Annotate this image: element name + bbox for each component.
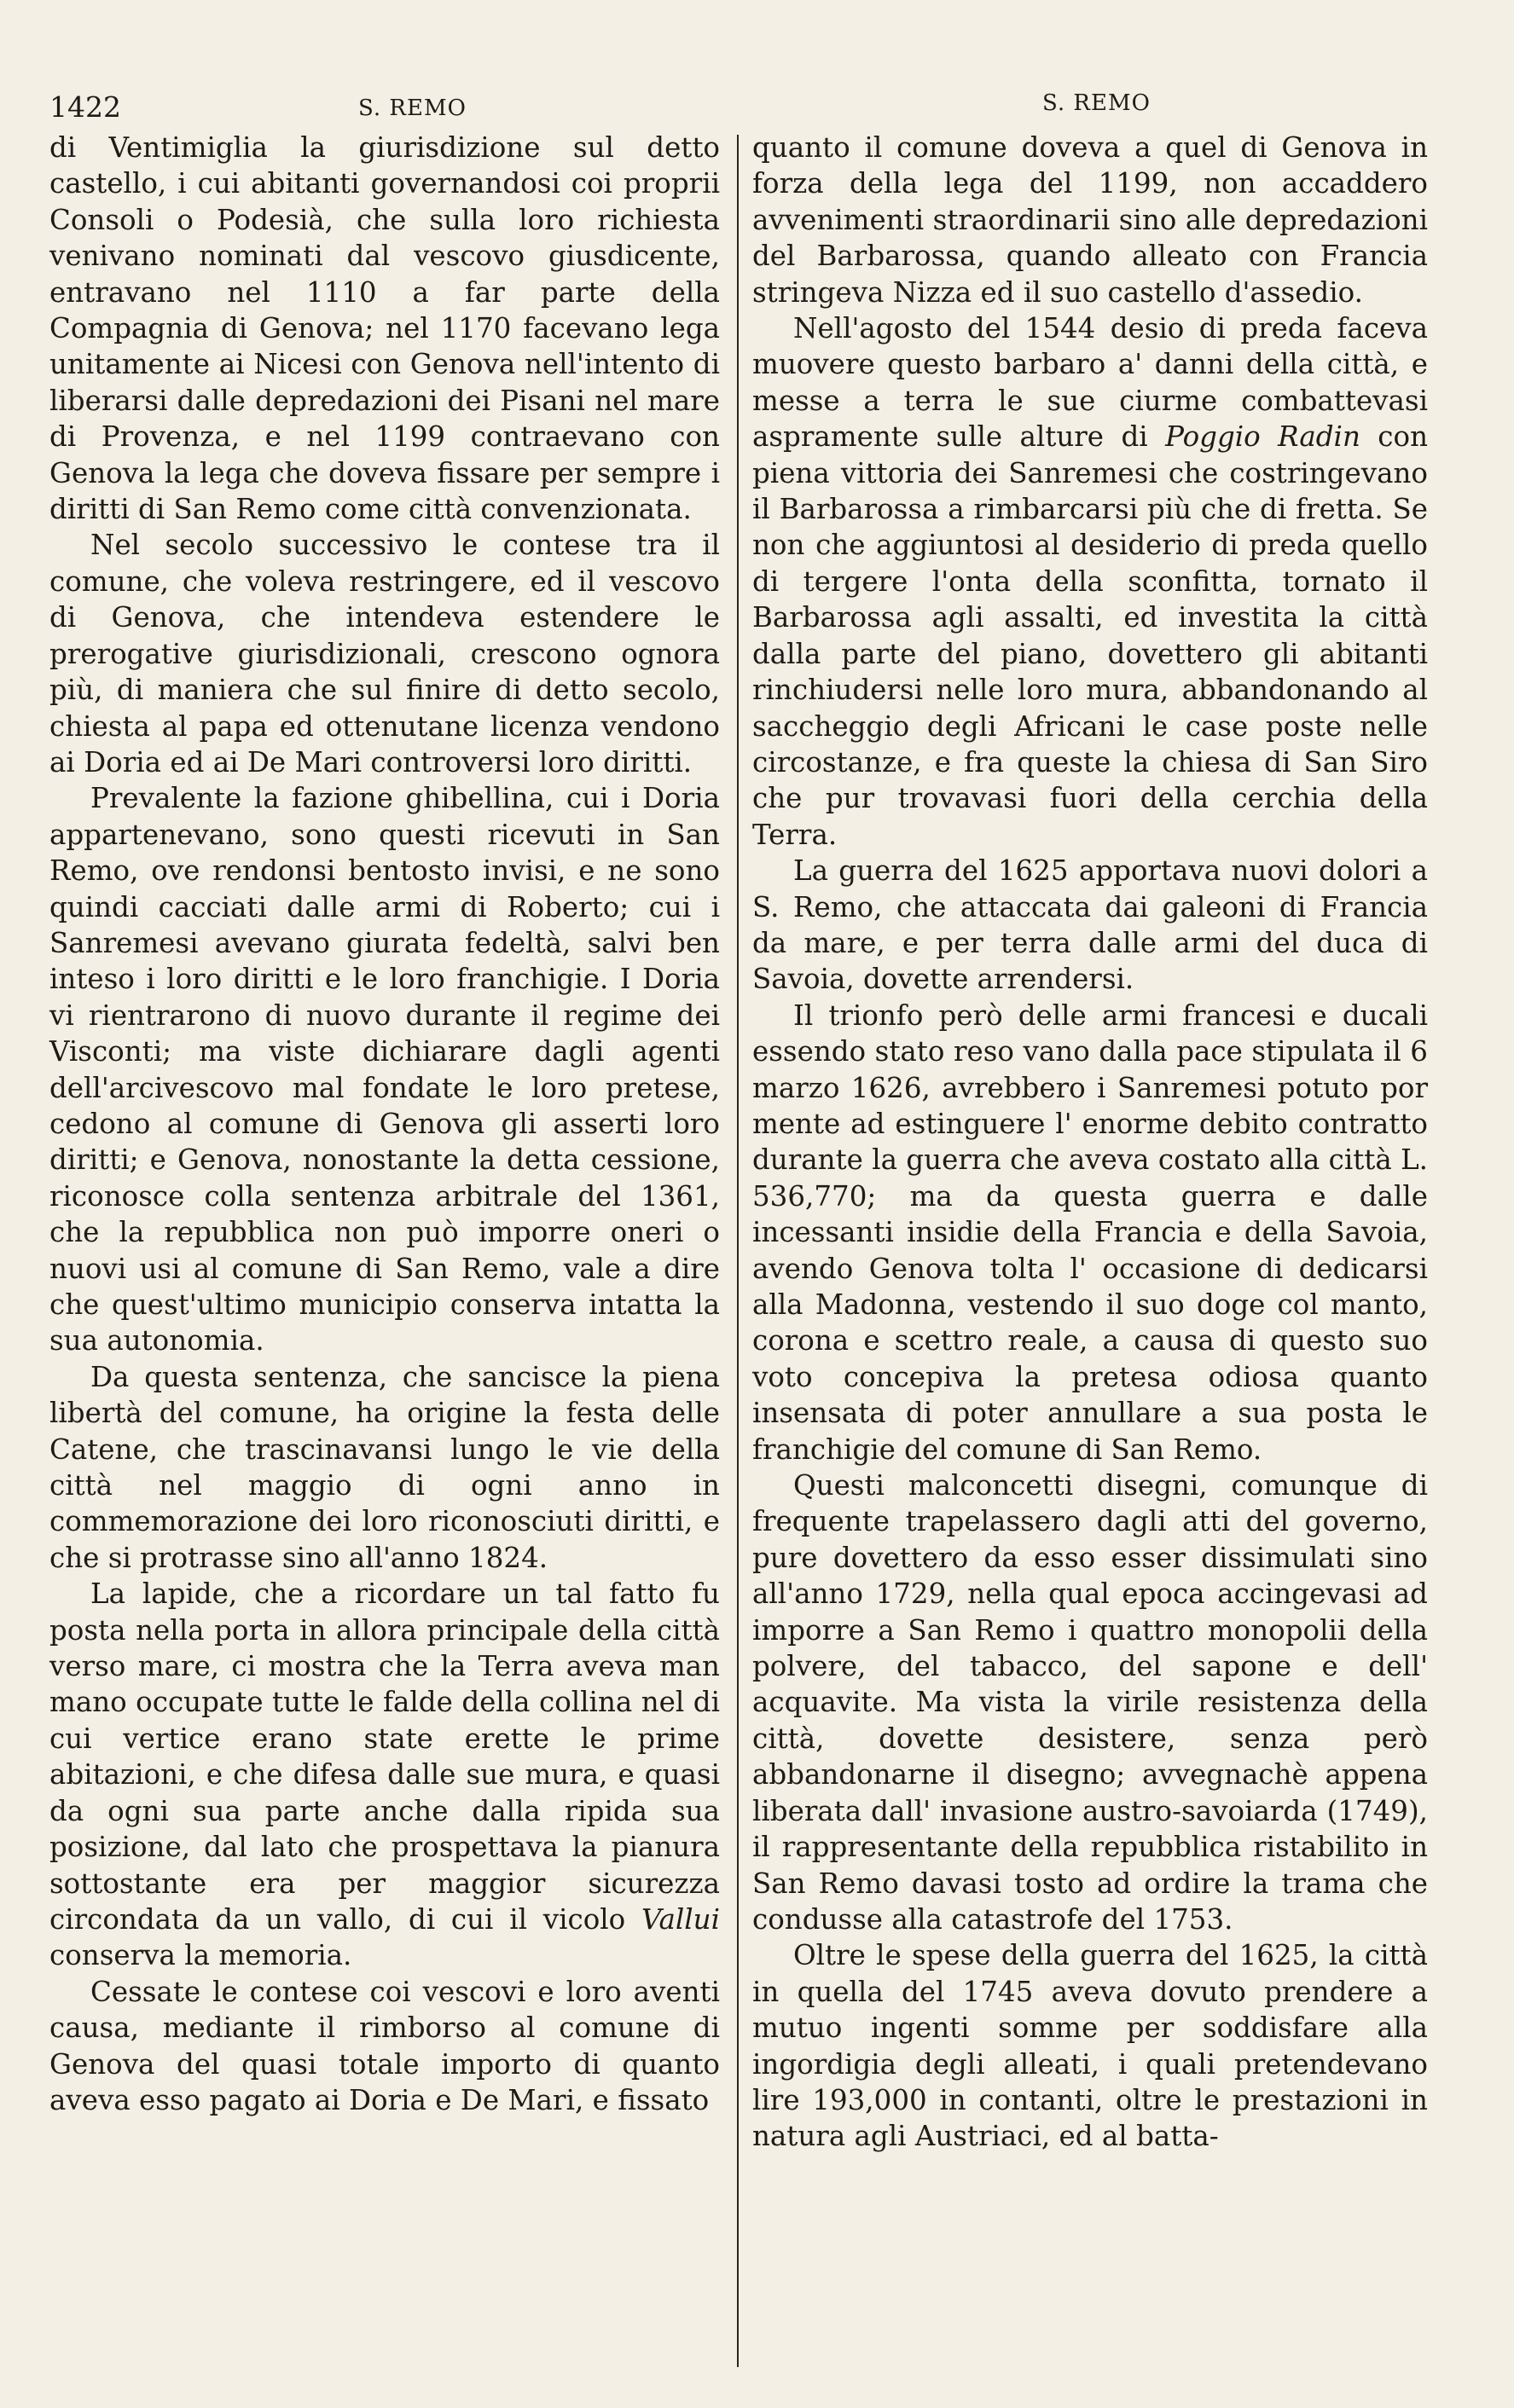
paragraph-text: La lapide, che a ricordare un tal fatto fu posta nella porta in allora principale della città verso mare, ci mostra che la Terra aveva man mano occupate tutte le falde della collina nel di cui vertice erano state erette le prime abitazioni, e che difesa dalle sue mura, e quasi da ogni sua parte anche dalla ripida sua posizione, dal lato che prospettava la pianura sottostante era per maggior sicurezza circondata da un vallo, di cui il vicolo xyxy=(49,1577,720,1936)
paragraph-text: Nell'agosto del 1544 desio di preda faceva muovere questo barbaro a' danni della città, e messe a terra le sue ciurme combattevasi aspramente sulle alture di xyxy=(752,312,1428,454)
running-title-left: S. REMO xyxy=(358,96,467,121)
paragraph xyxy=(752,310,1428,853)
paragraph: La guerra del 1625 apportava nuovi dolori a S. Remo, che attaccata dai galeoni di Francia da mare, e per terra dalle armi del duca di Savoia, dovette arrendersi. xyxy=(752,854,1428,996)
paragraph: Il trionfo però delle armi francesi e ducali essendo stato reso vano dalla pace stipulata il 6 marzo 1626, avrebbero i Sanremesi potuto por mente ad estinguere l' enorme debito contratto durante la guerra che aveva costato alla città L. 536,770; ma da questa guerra e dalle incessanti insidie della Francia e della Savoia, avendo Genova tolta l' occasione di dedicarsi alla Madonna, vestendo il suo doge col manto, corona e scettro reale, a causa di questo suo voto concepiva la pretesa odiosa quanto insensata di poter annullare a sua posta le franchigie del comune di San Remo. xyxy=(752,999,1428,1466)
running-title-right: S. REMO xyxy=(1042,90,1151,116)
paragraph-text: con piena vittoria dei Sanremesi che costringevano il Barbarossa a rimbarcarsi più che di fretta. Se non che aggiuntosi al desiderio di preda quello di tergere l'onta della sconfitta, tornato il Barbarossa agli assalti, ed investita la città dalla parte del piano, dovettero gli abitanti rinchiudersi nelle loro mura, abbandonando al saccheggio degli Africani le case poste nelle circostanze, e fra queste la chiesa di San Siro che pur trovavasi fuori della cerchia della Terra. xyxy=(752,420,1429,851)
paragraph: Oltre le spese della guerra del 1625, la città in quella del 1745 aveva dovuto prendere a mutuo ingenti somme per soddisfare alla ingordigia degli alleati, i quali pretendevano lire 193,000 in contanti, oltre le prestazioni in natura agli Austriaci, ed al batta- xyxy=(752,1939,1428,2153)
paragraph: quanto il comune doveva a quel di Genova in forza della lega del 1199, non accaddero avvenimenti straordinarii sino alle depredazioni del Barbarossa, quando alleato con Francia stringeva Nizza ed il suo castello d'assedio. xyxy=(752,131,1428,309)
page-number: 1422 xyxy=(49,90,121,124)
paragraph: Prevalente la fazione ghibellina, cui i Doria appartenevano, sono questi ricevuti in San Remo, ove rendonsi bentosto invisi, e ne sono quindi cacciati dalle armi di Roberto; cui i Sanremesi avevano giurata fedeltà, salvi ben inteso i loro diritti e le loro franchigie. I Doria vi rientrarono di nuovo durante il regime dei Visconti; ma viste dichiarare dagli agenti dell'arcivescovo mal fondate le loro pretese, cedono al comune di Genova gli asserti loro diritti; e Genova, nonostante la detta cessione, riconosce colla sentenza arbitrale del 1361, che la repubblica non può imporre oneri o nuovi usi al comune di San Remo, vale a dire che quest'ultimo municipio conserva intatta la sua autonomia. xyxy=(49,782,720,1357)
paragraph-text: conserva la memoria. xyxy=(49,1939,352,1972)
paragraph: Cessate le contese coi vescovi e loro aventi causa, mediante il rimborso al comune di Genova del quasi totale importo di quanto aveva esso pagato ai Doria e De Mari, e fissato xyxy=(49,1975,720,2116)
left-column xyxy=(49,130,720,2118)
italic-place-name: Vallui xyxy=(641,1902,720,1936)
column-divider xyxy=(737,135,739,2367)
paragraph: di Ventimiglia la giurisdizione sul detto castello, i cui abitanti governandosi coi proprii Consoli o Podesià, che sulla loro richiesta venivano nominati dal vescovo giusdicente, entravano nel 1110 a far parte della Compagnia di Genova; nel 1170 facevano lega unitamente ai Nicesi con Genova nell'intento di liberarsi dalle depredazioni dei Pisani nel mare di Provenza, e nel 1199 contraevano con Genova la lega che doveva fissare per sempre i diritti di San Remo come città convenzionata. xyxy=(49,131,720,526)
paragraph: Questi malconcetti disegni, comunque di frequente trapelassero dagli atti del governo, pure dovettero da esso esser dissimulati sino all'anno 1729, nella qual epoca accingevasi ad imporre a San Remo i quattro monopolii della polvere, del tabacco, del sapone e dell' acquavite. Ma vista la virile resistenza della città, dovette desistere, senza però abbandonarne il disegno; avvegnachè appena liberata dall' invasione austro-savoiarda (1749), il rappresentante della repubblica ristabilito in San Remo davasi tosto ad ordire la trama che condusse alla catastrofe del 1753. xyxy=(752,1469,1428,1936)
right-column xyxy=(752,130,1428,2155)
paragraph xyxy=(49,1576,720,1973)
paragraph: Da questa sentenza, che sancisce la piena libertà del comune, ha origine la festa delle Catene, che trascinavansi lungo le vie della città nel maggio di ogni anno in commemorazione dei loro riconosciuti diritti, e che si protrasse sino all'anno 1824. xyxy=(49,1360,720,1574)
italic-place-name: Poggio Radin xyxy=(1165,420,1360,454)
paragraph: Nel secolo successivo le contese tra il comune, che voleva restringere, ed il vescovo di Genova, che intendeva estendere le prerogative giurisdizionali, crescono ognora più, di maniera che sul finire di detto secolo, chiesta al papa ed ottenutane licenza vendono ai Doria ed ai De Mari controversi loro diritti. xyxy=(49,529,720,779)
